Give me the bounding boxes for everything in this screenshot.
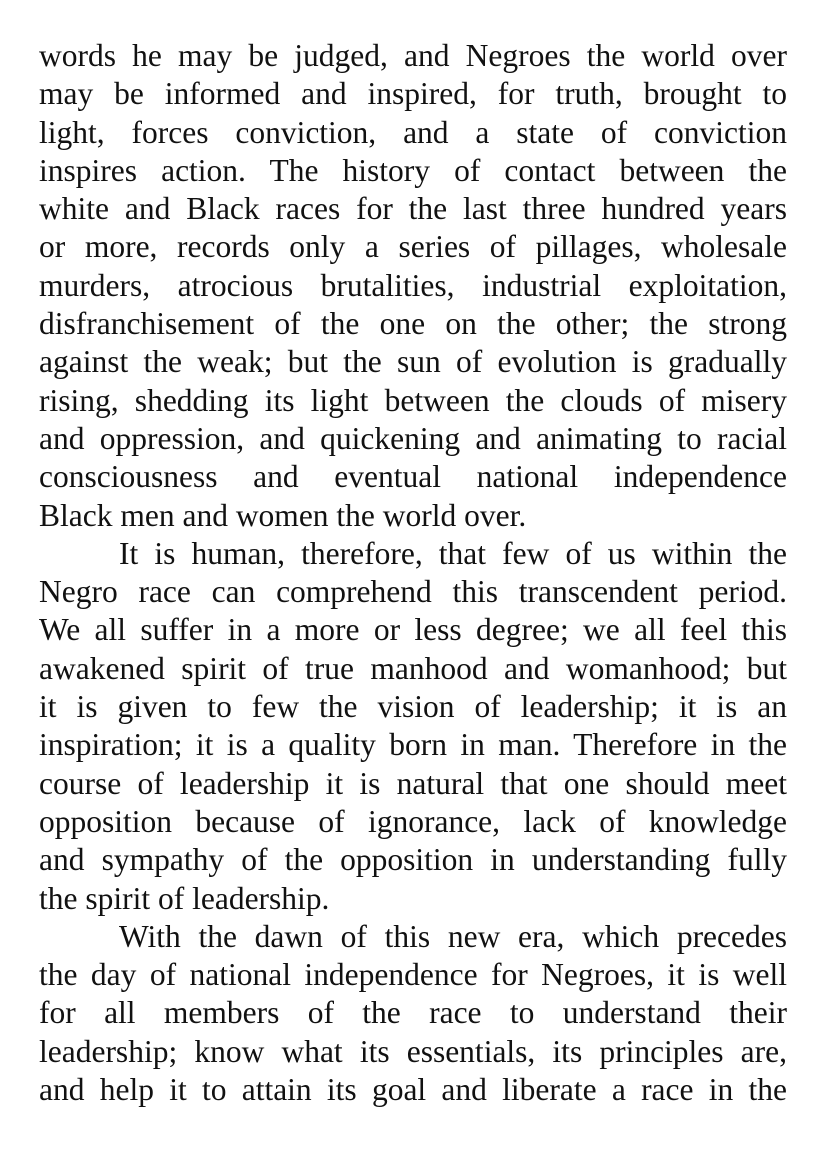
text-line: against the weak; but the sun of evolution is gradually	[39, 344, 787, 380]
paragraph-1	[39, 37, 787, 535]
document-page	[39, 37, 787, 1109]
text-line: the day of national independence for Negroes, it is well	[39, 957, 787, 993]
text-line: white and Black races for the last three hundred years	[39, 191, 787, 227]
text-line: words he may be judged, and Negroes the world over	[39, 38, 787, 73]
text-line: opposition because of ignorance, lack of knowledge	[39, 803, 787, 839]
text-line: inspiration; it is a quality born in man. Therefore in the	[39, 727, 787, 763]
text-line: may be informed and inspired, for truth, brought to	[39, 76, 787, 112]
text-line: and help it to attain its goal and liberate a race in the	[39, 1072, 787, 1108]
text-line: It is human, therefore, that few of us within the	[119, 535, 787, 571]
text-line: it is given to few the vision of leadership; it is an	[39, 689, 787, 725]
text-line: disfranchisement of the one on the other; the strong	[39, 306, 787, 342]
text-line: leadership; know what its essentials, its principles are,	[39, 1033, 787, 1069]
text-line: and sympathy of the opposition in understanding fully	[39, 842, 787, 878]
text-line: murders, atrocious brutalities, industrial exploitation,	[39, 267, 787, 303]
text-line: the spirit of leadership.	[39, 880, 330, 916]
text-line: Negro race can comprehend this transcendent period.	[39, 574, 787, 610]
paragraph-2	[39, 535, 787, 918]
text-line: inspires action. The history of contact between the	[39, 152, 787, 188]
text-line: awakened spirit of true manhood and womanhood; but	[39, 650, 787, 686]
text-line: or more, records only a series of pillages, wholesale	[39, 229, 787, 265]
text-line: for all members of the race to understand their	[39, 995, 787, 1031]
text-line: With the dawn of this new era, which precedes	[119, 918, 787, 954]
paragraph-3	[39, 918, 787, 1109]
text-line: course of leadership it is natural that one should meet	[39, 765, 787, 801]
text-line: consciousness and eventual national independence	[39, 459, 787, 495]
text-line: We all suffer in a more or less degree; we all feel this	[39, 612, 787, 648]
text-line: light, forces conviction, and a state of conviction	[39, 114, 787, 150]
text-line: rising, shedding its light between the clouds of misery	[39, 382, 787, 418]
text-line: Black men and women the world over.	[39, 497, 527, 533]
text-line: and oppression, and quickening and animating to racial	[39, 420, 787, 456]
